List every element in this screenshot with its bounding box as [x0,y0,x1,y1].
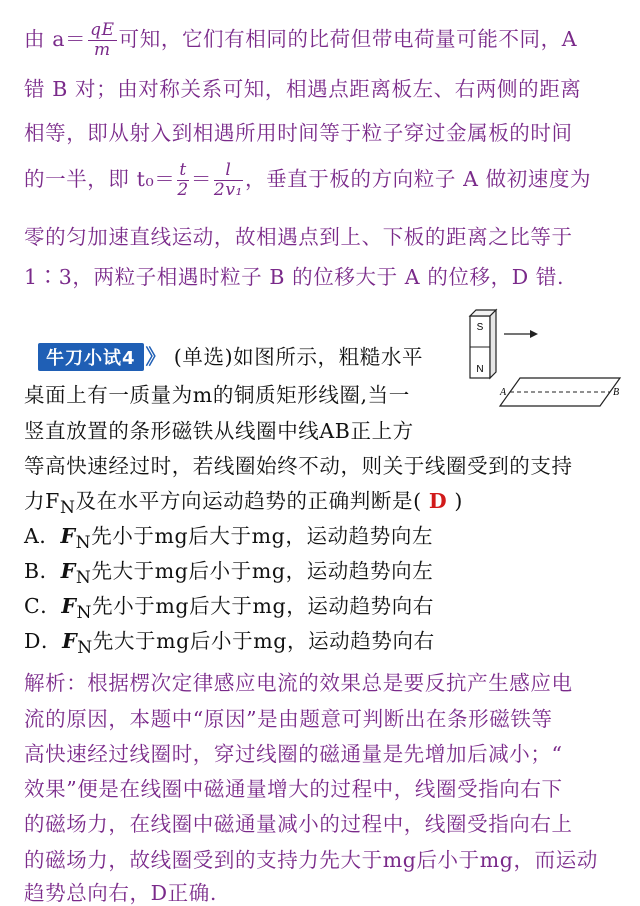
analysis-line-2: 流的原因，本题中“原因”是由题意可判断出在条形磁铁等 [24,707,553,731]
analysis-line-7: 趋势总向右，D正确. [24,881,217,905]
analysis-line-3: 高快速经过线圈时，穿过线圈的磁通量是先增加后减小；“ [24,742,563,766]
answer-letter: D [428,489,448,513]
analysis-line-5: 的磁场力，在线圈中磁通量减小的过程中，线圈受指向右上 [24,812,573,836]
question-line-1: 牛刀小试4 》 (单选)如图所示，粗糙水平 [38,340,423,371]
option-d: D．$F_N$先大于mg后小于mg，运动趋势向右 [24,629,435,659]
fraction-l-over-2v1: $\frac{l}{\text{2v₁}}$ [213,160,243,200]
question-line-4: 等高快速经过时，若线圈始终不动，则关于线圈受到的支持 [24,454,573,478]
chevron-right-icon: 》 [145,345,167,369]
option-c: C．$F_N$先小于mg后大于mg，运动趋势向右 [24,594,434,624]
magnet-s-label: S [476,322,484,333]
magnet-coil-diagram [460,306,630,416]
fraction-qe-over-m: $\frac{qE}{m}$ [90,20,115,60]
analysis-line-4: 效果”便是在线圈中磁通量增大的过程中，线圈受指向右下 [24,777,563,801]
top-line-2: 错 B 对；由对称关系可知，相遇点距离板左、右两侧的距离 [24,77,582,101]
top-line-3: 相等，即从射入到相遇所用时间等于粒子穿过金属板的时间 [24,121,573,145]
motion-arrow [504,330,538,338]
question-line-5: 力$F_N$及在水平方向运动趋势的正确判断是( D ) [24,489,463,519]
point-a-label: A [500,387,507,398]
analysis-line-6: 的磁场力，故线圈受到的支持力先大于mg后小于mg，而运动 [24,848,598,872]
analysis-line-1: 解析：根据楞次定律感应电流的效果总是要反抗产生感应电 [24,671,573,695]
practice-badge: 牛刀小试4 [38,343,144,371]
question-line-3: 竖直放置的条形磁铁从线圈中线AB正上方 [24,419,414,443]
coil [499,378,620,406]
top-line-1: 由 a＝ $\frac{qE}{m}$ 可知，它们有相同的比荷但带电荷量可能不同，A [24,20,578,60]
option-a: A．$F_N$先小于mg后大于mg，运动趋势向左 [24,524,434,554]
option-b: B．$F_N$先大于mg后小于mg，运动趋势向左 [24,559,434,589]
top-line-5: 零的匀加速直线运动，故相遇点到上、下板的距离之比等于 [24,225,573,249]
point-b-label: B [613,387,620,398]
top-line-6: 1∶3，两粒子相遇时粒子 B 的位移大于 A 的位移，D 错. [24,265,565,289]
top-line-4: 的一半，即 t₀＝ $\frac{t}{2}$ ＝ $\frac{l}{\text{2v₁}}$ ，垂直于板的方向粒子 A 做初速度为 [24,160,592,200]
magnet-n-label: N [476,364,484,375]
bar-magnet [470,310,496,378]
fraction-t-over-2: $\frac{t}{2}$ [177,160,189,200]
question-line-2: 桌面上有一质量为m的铜质矩形线圈,当一 [24,383,410,407]
